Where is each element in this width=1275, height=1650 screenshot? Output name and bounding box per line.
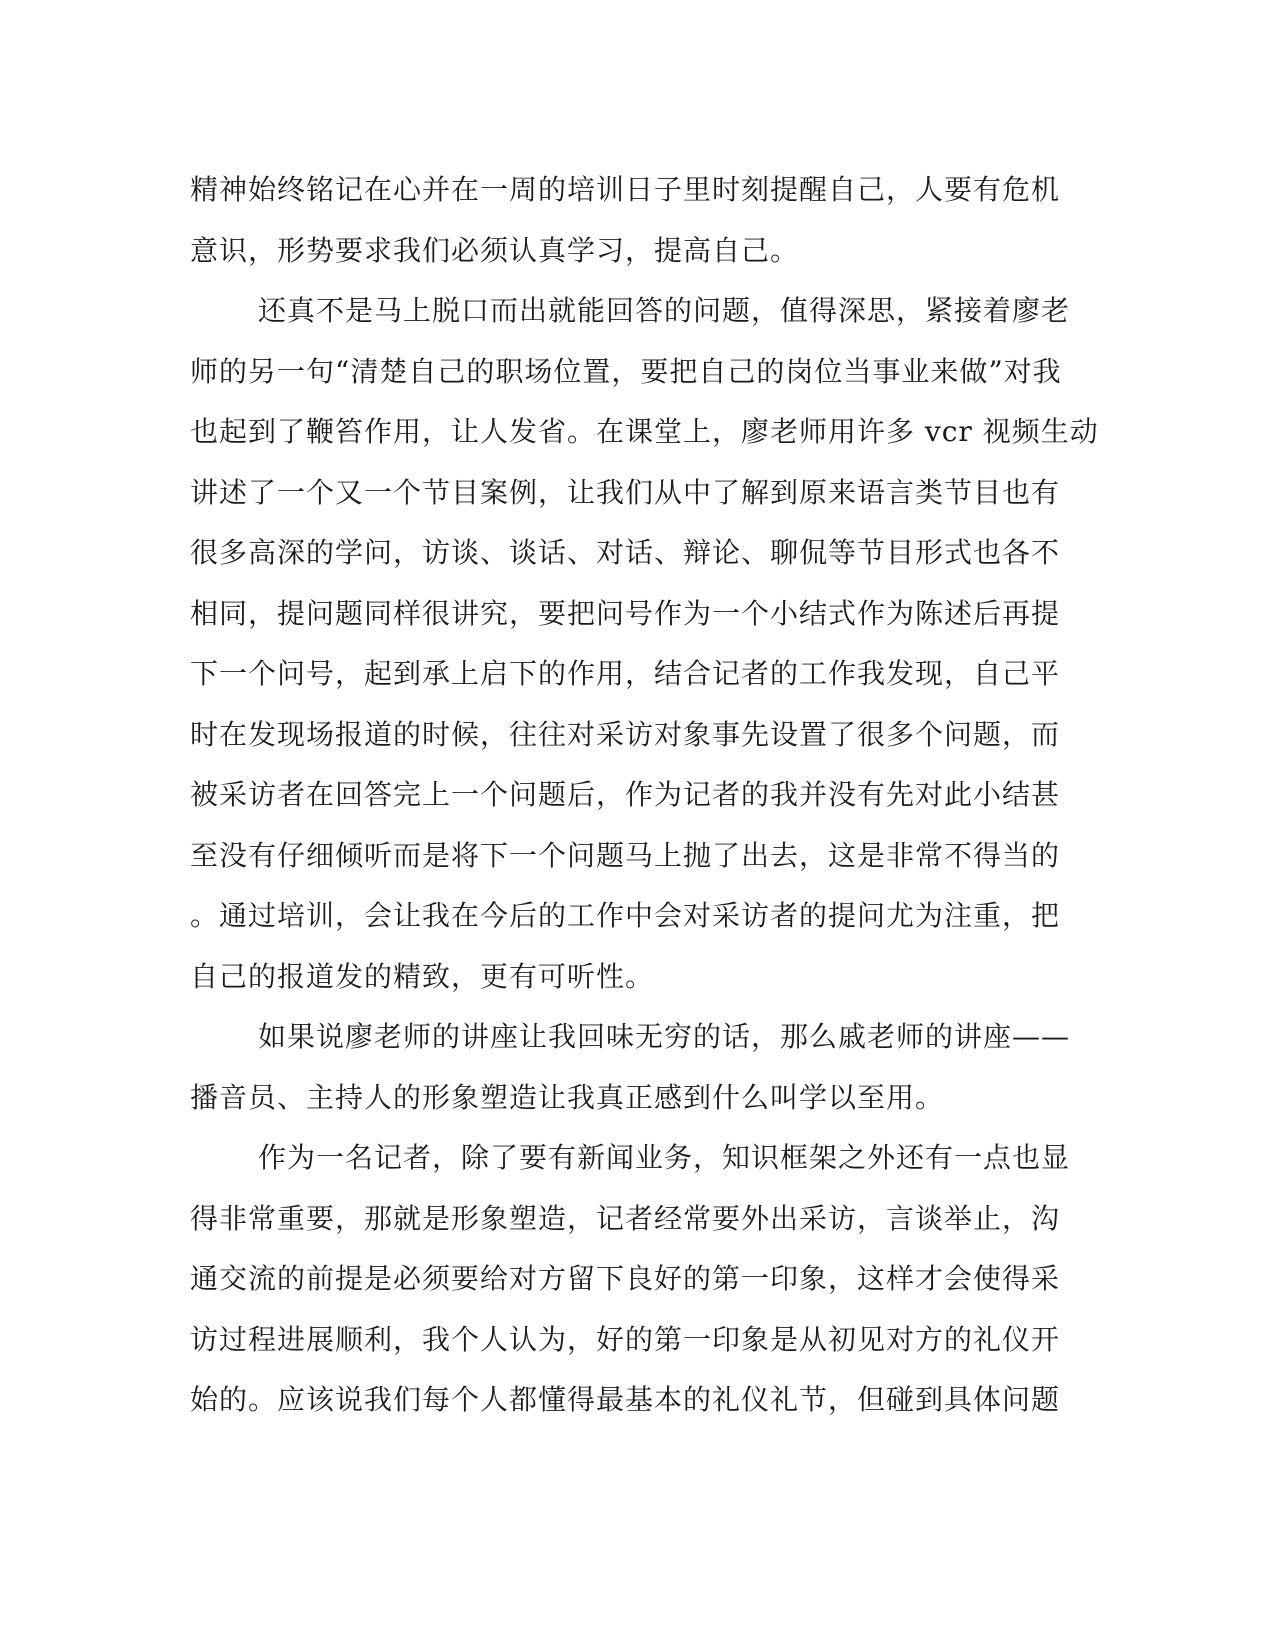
text-line: 自己的报道发的精致，更有可听性。	[190, 959, 655, 993]
text-line: 被采访者在回答完上一个问题后，作为记者的我并没有先对此小结甚	[190, 778, 1061, 811]
text-line: 下一个问号，起到承上启下的作用，结合记者的工作我发现，自己平	[190, 657, 1061, 690]
text-line: 讲述了一个又一个节目案例，让我们从中了解到原来语言类节目也有	[190, 475, 1061, 509]
text-line: 精神始终铭记在心并在一周的培训日子里时刻提醒自己，人要有危机	[190, 173, 1061, 206]
text-line: 始的。应该说我们每个人都懂得最基本的礼仪礼节，但碰到具体问题	[190, 1383, 1061, 1416]
body-text	[190, 160, 1099, 1431]
text-line: 师的另一句“清楚自己的职场位置，要把自己的岗位当事业来做”对我	[190, 354, 1062, 388]
text-line: 也起到了鞭笞作用，让人发省。在课堂上，廖老师用许多 vcr 视频生动	[190, 415, 1099, 448]
text-line: 通交流的前提是必须要给对方留下良好的第一印象，这样才会使得采	[190, 1262, 1061, 1295]
text-line: 得非常重要，那就是形象塑造，记者经常要外出采访，言谈举止，沟	[190, 1201, 1061, 1235]
text-line: 意识，形势要求我们必须认真学习，提高自己。	[190, 233, 800, 267]
text-line: 很多高深的学问，访谈、谈话、对话、辩论、聊侃等节目形式也各不	[190, 536, 1061, 569]
text-line: 播音员、主持人的形象塑造让我真正感到什么叫学以至用。	[190, 1080, 945, 1114]
paragraph-first-line: 作为一名记者，除了要有新闻业务，知识框架之外还有一点也显	[258, 1141, 1071, 1174]
paragraph-first-line: 还真不是马上脱口而出就能回答的问题，值得深思，紧接着廖老	[258, 294, 1071, 327]
text-line: 访过程进展顺利，我个人认为，好的第一印象是从初见对方的礼仪开	[190, 1322, 1061, 1356]
text-line: 。通过培训，会让我在今后的工作中会对采访者的提问尤为注重，把	[190, 899, 1061, 932]
text-line: 时在发现场报道的时候，往往对采访对象事先设置了很多个问题，而	[190, 717, 1061, 751]
text-line: 至没有仔细倾听而是将下一个问题马上抛了出去，这是非常不得当的	[190, 838, 1061, 872]
text-line: 相同，提问题同样很讲究，要把问号作为一个小结式作为陈述后再提	[190, 596, 1061, 630]
paragraph-first-line: 如果说廖老师的讲座让我回味无穷的话，那么戚老师的讲座——	[258, 1020, 1071, 1053]
